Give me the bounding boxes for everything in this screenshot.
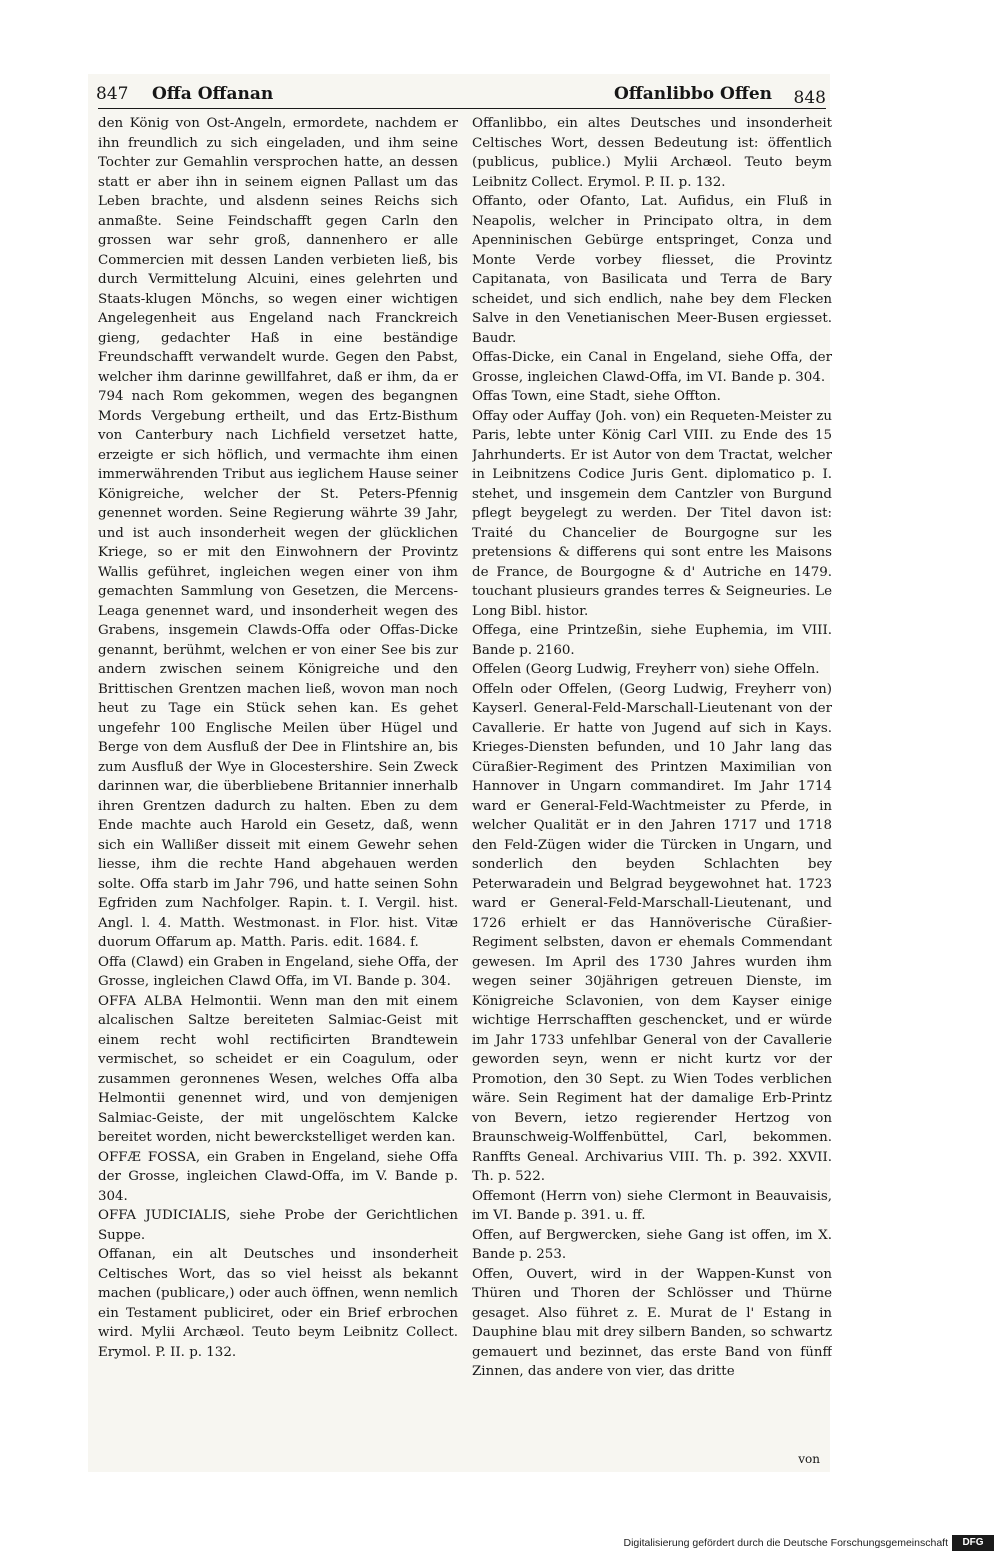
entry-paragraph: Offeln oder Offelen, (Georg Ludwig, Freyherr von) Kayserl. General-Feld-Marschall-Lieutenant von der Cavallerie. Er hatte von Jugend auf sich in Kays. Krieges-Diensten befunden, und 10 Jahr lang das Cüraßier-Regiment des Printzen Maximilian von Hannover in Ungarn commandiret. Im Jahr 1714 ward er General-Feld-Wachtmeister zu Pferde, in welcher Qualität er in den Jahren 1717 und 1718 den Feld-Zügen wider die Türcken in Ungarn, und sonderlich den beyden Schlachten bey Peterwaradein und Belgrad beygewohnet hat. 1723 ward er General-Feld-Marschall-Lieutenant, und 1726 erhielt er das Hannöverische Cüraßier-Regiment selbsten, davon er ehemals Commendant gewesen. Im April des 1730 Jahres wurden ihm wegen seiner 30jährigen getreuen Dienste, im Königreiche Sclavonien, von dem Kayser einige wichtige Herrschafften geschencket, und er würde im Jahr 1733 unfehlbar General von der Cavallerie geworden seyn, wenn er nicht kurtz vor der Promotion, den 30 Sept. zu Wien Todes verblichen wäre. Sein Regiment hat der damalige Erb-Printz von Bevern, ietzo regierender Hertzog von Braunschweig-Wolffenbüttel, Carl, bekommen. Ranffts Geneal. Archivarius VIII. Th. p. 392. XXVII. Th. p. 522. [472,681,832,1184]
right-page-number: 848 [793,88,826,108]
book-page [88,74,830,1472]
entry-paragraph: Offega, eine Printzeßin, siehe Euphemia, im VIII. Bande p. 2160. [472,623,832,658]
entry-paragraph: OFFA ALBA Helmontii. Wenn man den mit einem alcalischen Saltze bereiteten Salmiac-Geist mit einem recht wohl rectificirten Brandtewein vermischet, so scheidet er ein Coagulum, oder zusammen geronnenes Wesen, welches Offa alba Helmontii genennet wird, und von demjenigen Salmiac-Geiste, der mit ungelöschtem Kalcke bereitet worden, nicht bewerckstelliget werden kan. [98,993,458,1145]
entry-paragraph: Offelen (Georg Ludwig, Freyherr von) siehe Offeln. [472,662,820,677]
entry-paragraph: OFFA JUDICIALIS, siehe Probe der Gerichtlichen Suppe. [98,1208,458,1243]
entry-paragraph: OFFÆ FOSSA, ein Graben in Engeland, siehe Offa der Grosse, ingleichen Clawd-Offa, im V. Bande p. 304. [98,1149,458,1204]
right-running-title: Offanlibbo Offen [613,84,772,104]
dfg-logo: DFG [952,1535,994,1551]
right-column [472,114,832,1462]
entry-paragraph: Offa (Clawd) ein Graben in Engeland, siehe Offa, der Grosse, ingleichen Clawd Offa, im VI. Bande p. 304. [98,954,458,989]
entry-paragraph: Offay oder Auffay (Joh. von) ein Requeten-Meister zu Paris, lebte unter König Carl VIII. zu Ende des 15 Jahrhunderts. Er ist Autor von dem Tractat, welcher in Leibnitzens Codice Juris Gent. diplomatico p. I. stehet, und insgemein dem Cantzler von Burgund pflegt beygelegt zu werden. Der Titel davon ist: Traité du Chancelier de Bourgogne sur les pretensions & differens qui sont entre les Maisons de France, de Bourgogne & d' Autriche en 1479. touchant plusieurs grandes terres & Seigneuries. Le Long Bibl. histor. [472,408,832,619]
entry-paragraph: Offas-Dicke, ein Canal in Engeland, siehe Offa, der Grosse, ingleichen Clawd-Offa, im VI. Bande p. 304. [472,350,832,385]
entry-paragraph: Offanlibbo, ein altes Deutsches und insonderheit Celtisches Wort, dessen Bedeutung ist: öffentlich (publicus, publice.) Mylii Archæol. Teuto beym Leibnitz Collect. Erymol. P. II. p. 132. [472,116,832,190]
entry-paragraph: Offanto, oder Ofanto, Lat. Aufidus, ein Fluß in Neapolis, welcher in Principato oltra, in dem Apenninischen Gebürge entspringet, Conza und Monte Verde vorbey fliesset, die Provintz Capitanata, von Basilicata und Terra de Bary scheidet, und sich endlich, nahe bey dem Flecken Salve in den Venetianischen Meer-Busen ergiesset. Baudr. [472,194,832,346]
entry-paragraph: Offemont (Herrn von) siehe Clermont in Beauvaisis, im VI. Bande p. 391. u. ff. [472,1188,832,1223]
entry-paragraph: Offanan, ein alt Deutsches und insonderheit Celtisches Wort, das so viel heisst als bekannt machen (publicare,) oder auch öffnen, wenn nemlich ein Testament publiciret, oder ein Brief erbrochen wird. Mylii Archæol. Teuto beym Leibnitz Collect. Erymol. P. II. p. 132. [98,1247,458,1360]
left-running-title: Offa Offanan [152,84,274,104]
entry-paragraph: Offas Town, eine Stadt, siehe Offton. [472,389,721,404]
left-page-number: 847 [96,84,129,104]
catchword: von [798,1452,820,1466]
entry-paragraph: den König von Ost-Angeln, ermordete, nachdem er ihn freundlich zu sich eingeladen, und ihm seine Tochter zur Gemahlin versprochen hatte, an dessen statt er aber ihn in seinem eignen Pallast um das Leben brachte, und alsdenn seines Reichs sich anmaßte. Seine Feindschafft gegen Carln den grossen war sehr groß, dannenhero er alle Commercien mit dessen Landen verbieten ließ, bis durch Vermittelung Alcuini, eines gelehrten und Staats-klugen Mönchs, so wegen einer wichtigen Angelegenheit aus Engeland nach Franckreich gieng, gedachter Haß in eine beständige Freundschafft verwandelt wurde. Gegen den Pabst, welcher ihm darinne gewillfahret, daß er ihm, da er 794 nach Rom gekommen, wegen des begangnen Mords Vergebung ertheilt, und das Ertz-Bisthum von Canterbury nach Lichfield versetzet hatte, erzeigte er sich höflich, und vermachte ihm einen immerwährenden Tribut aus ieglichem Hause seiner Königreiche, welcher der St. Peters-Pfennig genennet worden. Seine Regierung währte 39 Jahr, und ist auch insonderheit wegen der glücklichen Kriege, so er mit den Einwohnern der Provintz Wallis geführet, ingleichen wegen einer von ihm gemachten Sammlung von Gesetzen, die Mercens-Leaga genennet ward, und insonderheit wegen des Grabens, insgemein Clawds-Offa oder Offas-Dicke genannt, berühmt, welchen er von einer See bis zur andern zwischen seinem Königreiche und den Brittischen Grentzen machen ließ, wovon man noch heut zu Tage ein Stück sehen kan. Es gehet ungefehr 100 Englische Meilen über Hügel und Berge von dem Ausfluß der Dee in Flintshire an, bis zum Ausfluß der Wye in Glocestershire. Sein Zweck darinnen war, die überbliebene Britannier innerhalb ihren Grentzen dadurch zu halten. Eben zu dem Ende machte auch Harold ein Gesetz, daß, wenn sich ein Wallißer disseit mit einem Gewehr sehen liesse, ihm die rechte Hand abgehauen werden solte. Offa starb im Jahr 796, und hatte seinen Sohn Egfriden zum Nachfolger. Rapin. t. I. Vergil. hist. Angl. l. 4. Matth. Westmonast. in Flor. hist. Vitæ duorum Offarum ap. Matth. Paris. edit. 1684. f. [98,116,458,950]
digitization-credit: Digitalisierung gefördert durch die Deutsche Forschungsgemeinschaft [623,1537,948,1549]
left-column [98,114,458,1462]
entry-paragraph: Offen, auf Bergwercken, siehe Gang ist offen, im X. Bande p. 253. [472,1227,832,1262]
running-header [88,80,830,108]
entry-paragraph: Offen, Ouvert, wird in der Wappen-Kunst von Thüren und Thoren der Schlösser und Thürne gesaget. Also führet z. E. Murat de l' Estang in Dauphine blau mit drey silbern Banden, so schwartz gemauert und bezinnet, das erste Band von fünff Zinnen, das andere von vier, das dritte [472,1266,832,1379]
header-rule [98,108,826,109]
